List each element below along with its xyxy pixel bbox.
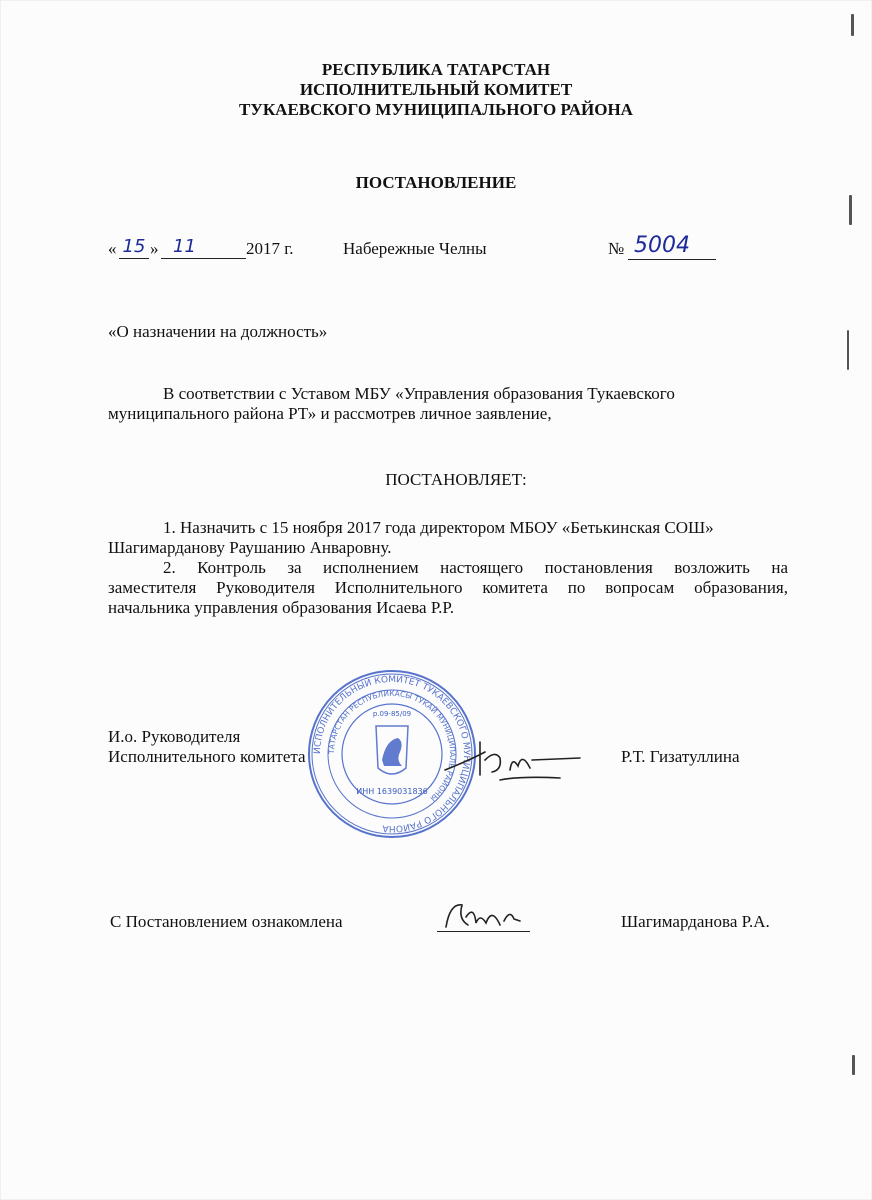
stamp-inner-text: ТАТАРСТАН РЕСПУБЛИКАСЫ ТУКАЙ МУНИЦИПАЛЬ РАЙОНЫ bbox=[326, 688, 458, 804]
stamp-inn: ИНН 1639031836 bbox=[356, 787, 428, 796]
signer-name: Р.Т. Гизатуллина bbox=[621, 747, 740, 766]
decree-heading: ПОСТАНОВЛЯЕТ: bbox=[385, 470, 527, 489]
date-quote-close: » bbox=[150, 239, 159, 258]
preamble-line-2: муниципального района РТ» и рассмотрев личное заявление, bbox=[108, 404, 552, 423]
city-name: Набережные Челны bbox=[343, 239, 487, 258]
preamble-line-1: В соответствии с Уставом МБУ «Управления образования Тукаевского bbox=[163, 384, 675, 403]
stamp-code: р.09-85/09 bbox=[372, 710, 412, 718]
handwritten-day: 15 bbox=[119, 236, 149, 259]
preamble-paragraph bbox=[108, 384, 788, 424]
acknowledgement-signature bbox=[440, 895, 535, 935]
handwritten-month: 11 bbox=[161, 236, 246, 259]
item-1-line-1: 1. Назначить с 15 ноября 2017 года директором МБОУ «Бетькинская СОШ» bbox=[163, 518, 714, 537]
scan-artifact bbox=[852, 1055, 855, 1075]
acknowledgement-label: С Постановлением ознакомлена bbox=[110, 912, 343, 931]
item-1-line-2: Шагимарданову Раушанию Анваровну. bbox=[108, 538, 392, 557]
stamp-outer-text: ИСПОЛНИТЕЛЬНЫЙ КОМИТЕТ ТУКАЕВСКОГО МУНИЦИПАЛЬНОГО РАЙОНА bbox=[312, 674, 472, 834]
number-sign: № bbox=[608, 239, 625, 258]
signer-position bbox=[108, 727, 306, 767]
item-2-line-3: начальника управления образования Исаева Р.Р. bbox=[108, 598, 454, 617]
document-type-title: ПОСТАНОВЛЕНИЕ bbox=[355, 173, 517, 192]
item-2-line-2: заместителя Руководителя Исполнительного комитета по вопросам образования, bbox=[108, 578, 788, 597]
date-year: 2017 г. bbox=[246, 239, 294, 258]
stamp-emblem-icon bbox=[376, 726, 408, 774]
item-2-line-1: 2. Контроль за исполнением настоящего постановления возложить на bbox=[163, 558, 788, 577]
scan-artifact bbox=[851, 14, 854, 36]
decree-item-2 bbox=[108, 558, 788, 618]
scan-artifact bbox=[849, 195, 852, 225]
date-number-line bbox=[108, 233, 748, 266]
decree-item-1 bbox=[108, 518, 788, 558]
date-quote-open: « bbox=[108, 239, 117, 258]
header-district: ТУКАЕВСКОГО МУНИЦИПАЛЬНОГО РАЙОНА bbox=[239, 100, 633, 119]
handwritten-document-number: 5004 bbox=[628, 233, 716, 260]
signer-signature bbox=[440, 730, 590, 790]
scan-artifact bbox=[847, 330, 849, 370]
header-republic: РЕСПУБЛИКА ТАТАРСТАН bbox=[321, 60, 551, 79]
header-committee: ИСПОЛНИТЕЛЬНЫЙ КОМИТЕТ bbox=[299, 80, 573, 99]
document-header bbox=[0, 60, 872, 120]
document-subject: «О назначении на должность» bbox=[108, 322, 328, 341]
signer-position-line-2: Исполнительного комитета bbox=[108, 747, 306, 766]
acknowledgement-name: Шагимарданова Р.А. bbox=[621, 912, 770, 931]
signer-position-line-1: И.о. Руководителя bbox=[108, 727, 241, 746]
